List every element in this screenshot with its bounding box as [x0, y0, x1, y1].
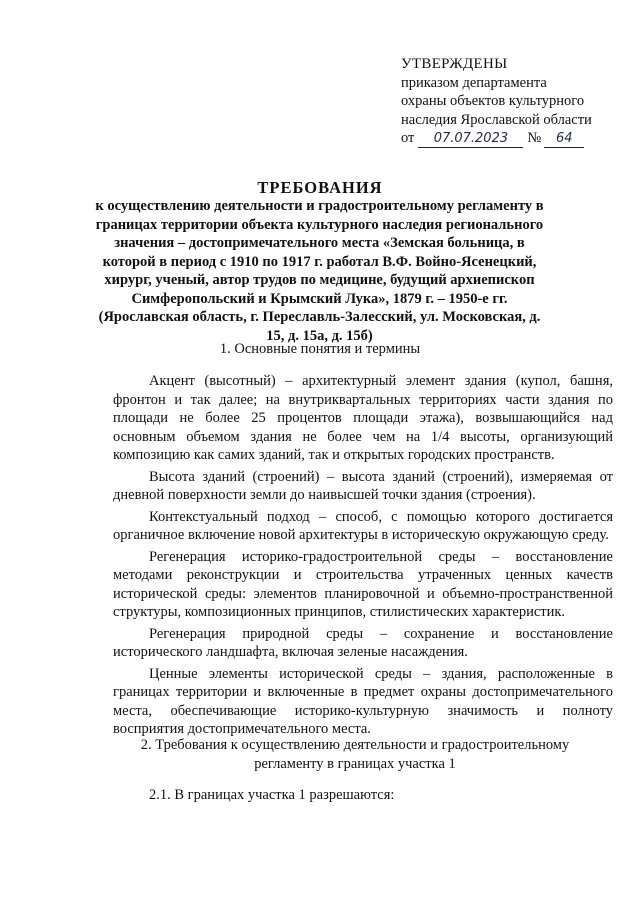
handwritten-number: 64 — [544, 131, 584, 148]
approval-line: наследия Ярославской области — [401, 111, 592, 128]
section-2-heading: 2. Требования к осуществлению деятельности и градостроительному регламенту в границах участка 1 — [140, 737, 570, 772]
subsection-2-1: 2.1. В границах участка 1 разрешаются: — [149, 787, 395, 803]
approval-title: УТВЕРЖДЕНЫ — [401, 56, 508, 72]
approval-line: охраны объектов культурного — [401, 93, 585, 109]
section-1-body — [113, 372, 613, 742]
term-definition: Регенерация историко-градостроительной среды – восстановление методами реконструкции и строительства утраченных ценных качеств исторической среды: элементов планировочной и объемно-пространственной структуры, композиционных принципов, стилистических характеристик. — [113, 548, 613, 620]
from-label: от — [401, 130, 415, 146]
term-definition: Контекстуальный подход – способ, с помощью которого достигается органичное включение новой архитектуры в историческую окружающую среду. — [113, 508, 613, 543]
approval-stamp — [401, 55, 611, 148]
document-subtitle: к осуществлению деятельности и градостроительному регламенту в границах территории объекта культурного наследия регионального значения – достопримечательного места «Земская больница, в которой в период с 1910 по 1917 г. работал В.Ф. Войно-Ясенецкий, хирург, ученый, автор трудов по медицине, будущий архиепископ Симферопольский и Крымский Лука», 1879 г. – 1950-е гг. (Ярославская область, г. Переславль-Залесский, ул. Московская, д. 15, д. 15а, д. 15б) — [95, 198, 544, 344]
term-definition: Высота зданий (строений) – высота зданий (строений), измеряемая от дневной поверхности земли до наивысшей точки здания (строения). — [113, 468, 613, 503]
term-definition: Акцент (высотный) – архитектурный элемент здания (купол, башня, фронтон и так далее; на внутриквартальных территориях части здания по площади не более 25 процентов площади этажа), возвышающийся над основным объемом здания не более чем на 1/4 высоты, организующий композицию как самих зданий, так и открытых городских пространств. — [113, 373, 613, 463]
number-label: № — [527, 130, 542, 146]
document-title: ТРЕБОВАНИЯ — [257, 178, 383, 197]
term-definition: Регенерация природной среды – сохранение и восстановление исторического ландшафта, включая зеленые насаждения. — [113, 625, 613, 660]
term-definition: Ценные элементы исторической среды – здания, расположенные в границах территории и включенные в предмет охраны достопримечательного места, обеспечивающие историко-культурную значимость и полноту восприятия достопримечательного места. — [113, 665, 613, 737]
approval-line: приказом департамента — [401, 74, 547, 91]
handwritten-date: 07.07.2023 — [418, 131, 523, 148]
approval-date-number-row — [401, 129, 611, 148]
section-1-heading: 1. Основные понятия и термины — [219, 341, 421, 357]
